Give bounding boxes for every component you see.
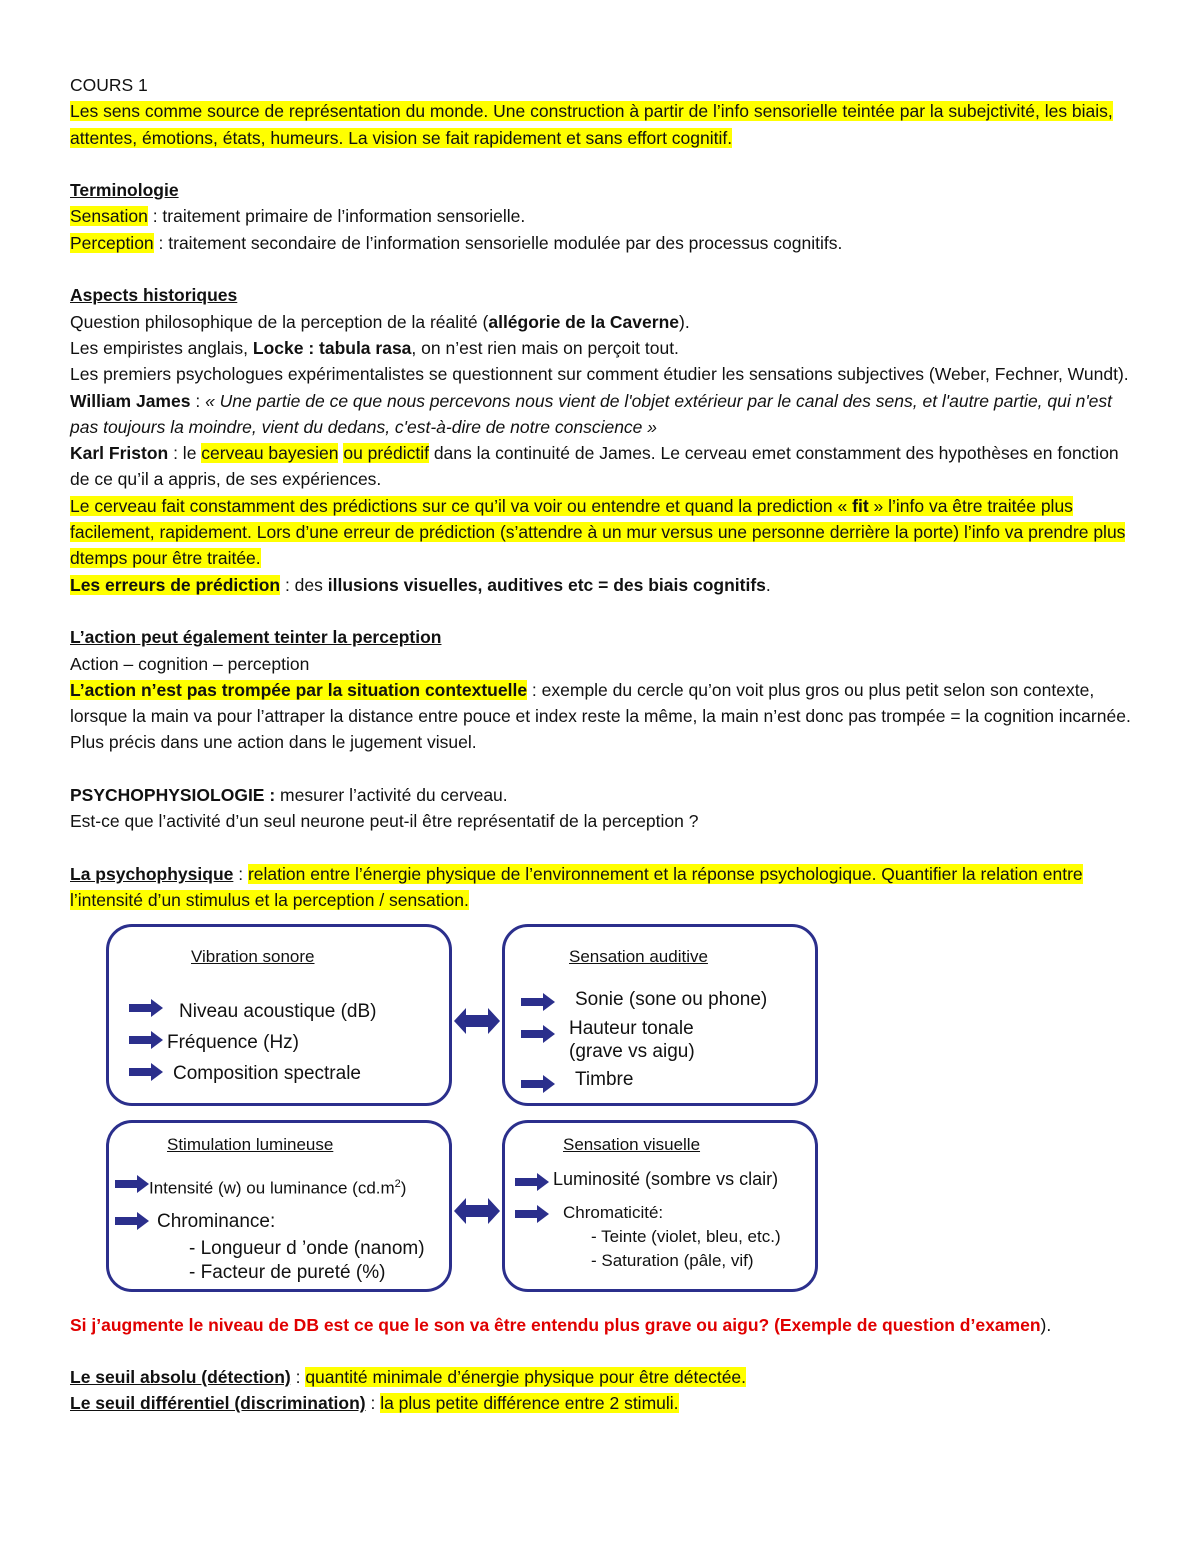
psychophysiology-paragraph: PSYCHOPHYSIOLOGIE : mesurer l’activité du cerveau. (70, 785, 508, 806)
perception-definition: Perception : traitement secondaire de l’information sensorielle modulée par des processus cognitifs. (70, 232, 843, 253)
diagram-item: Niveau acoustique (dB) (179, 1000, 377, 1022)
box-title: Sensation auditive (569, 946, 708, 966)
sensation-definition: Sensation : traitement primaire de l’information sensorielle. (70, 206, 526, 227)
diagram-item: Sonie (sone ou phone) (575, 988, 768, 1010)
perception-term: Perception (70, 232, 154, 253)
diagram-subitem: - Saturation (pâle, vif) (591, 1250, 754, 1270)
box-light-stimulation (106, 1120, 452, 1292)
arrow-right-icon (515, 1173, 549, 1191)
diagram-item: Chromaticité: (563, 1202, 664, 1222)
history-heading: Aspects historiques (70, 285, 238, 306)
psychophysiology-question: Est-ce que l’activité d’un seul neurone peut-il être représentatif de la perception ? (70, 811, 699, 832)
diagram-item: Luminosité (sombre vs clair) (553, 1168, 779, 1189)
diagram-item: Fréquence (Hz) (167, 1031, 299, 1053)
action-paragraph: L’action n’est pas trompée par la situation contextuelle : exemple du cercle qu’on voit plus gros ou plus petit selon son contexte, lorsque la main va pour l’attraper la distance entre pouce et index reste la même, la main n’est donc pas trompée = la cognition incarnée. Plus précis dans une action dans le jugement visuel. (70, 679, 1131, 753)
diagram-item: (grave vs aigu) (569, 1040, 695, 1062)
psychophysics-paragraph: La psychophysique : relation entre l’énergie physique de l’environnement et la réponse psychologique. Quantifier la relation entre l’intensité d’un stimulus et la perception / sensation. (70, 863, 1083, 911)
arrow-right-icon (515, 1205, 549, 1223)
box-visual-sensation (502, 1120, 818, 1292)
arrow-right-icon (129, 1063, 163, 1081)
intro-text: Les sens comme source de représentation du monde. Une construction à partir de l’info sensorielle teintée par la subejctivité, les biais, attentes, émotions, états, humeurs. La vision se fait rapidement et sans effort cognitif. (70, 101, 1113, 148)
box-title: Sensation visuelle (563, 1134, 701, 1154)
double-arrow-icon (454, 1196, 500, 1226)
box-title: Vibration sonore (191, 946, 315, 966)
action-heading: L’action peut également teinter la perception (70, 627, 442, 648)
exam-question: Si j’augmente le niveau de DB est ce que le son va être entendu plus grave ou aigu? (Exemple de question d’examen). (70, 1314, 1052, 1335)
friston-paragraph: Karl Friston : le cerveau bayesien ou prédictif dans la continuité de James. Le cerveau emet constamment des hypothèses en fonction de ce qu’il a appris, de ses expériences. (70, 443, 1119, 490)
arrow-right-icon (521, 1025, 555, 1043)
arrow-right-icon (115, 1175, 149, 1193)
sensation-term: Sensation (70, 206, 148, 227)
arrow-right-icon (521, 1075, 555, 1093)
diagram-item: Composition spectrale (173, 1062, 361, 1084)
history-p2: Les empiristes anglais, Locke : tabula rasa, on n’est rien mais on perçoit tout. (70, 337, 679, 358)
action-chain: Action – cognition – perception (70, 653, 310, 674)
psychophysics-diagram (106, 924, 826, 1302)
double-arrow-icon (454, 1006, 500, 1036)
arrow-right-icon (129, 999, 163, 1017)
box-title: Stimulation lumineuse (167, 1134, 334, 1154)
diagram-subitem: - Longueur d ’onde (nanom) (189, 1237, 425, 1259)
diagram-item: Chrominance: (157, 1210, 276, 1232)
course-title: COURS 1 (70, 75, 148, 95)
diagram-subitem: - Facteur de pureté (%) (189, 1261, 386, 1283)
diagram-item: Timbre (575, 1068, 634, 1090)
james-quote: William James : « Une partie de ce que nous percevons nous vient de l'objet extérieur par le canal des sens, et l'autre partie, qui n'est pas toujours la moindre, vient du dedans, c'est-à-dire de notre conscience » (70, 390, 1113, 437)
prediction-errors: Les erreurs de prédiction : des illusions visuelles, auditives etc = des biais cognitifs. (70, 574, 771, 595)
differential-threshold: Le seuil différentiel (discrimination) : la plus petite différence entre 2 stimuli. (70, 1393, 679, 1414)
history-p1: Question philosophique de la perception de la réalité (allégorie de la Caverne). (70, 311, 690, 332)
diagram-item: Hauteur tonale (569, 1017, 694, 1039)
arrow-right-icon (129, 1031, 163, 1049)
diagram-item: Intensité (w) ou luminance $(cd.m^2)$ (149, 1177, 407, 1198)
arrow-right-icon (115, 1212, 149, 1230)
intro-paragraph (70, 98, 1140, 151)
box-sound-vibration (106, 924, 452, 1106)
terminology-heading: Terminologie (70, 180, 179, 201)
arrow-right-icon (521, 993, 555, 1011)
box-auditory-sensation (502, 924, 818, 1106)
diagram-subitem: - Teinte (violet, bleu, etc.) (591, 1226, 781, 1246)
history-p3: Les premiers psychologues expérimentalistes se questionnent sur comment étudier les sensations subjectives (Weber, Fechner, Wundt). (70, 364, 1129, 385)
absolute-threshold: Le seuil absolu (détection) : quantité minimale d’énergie physique pour être détectée. (70, 1367, 747, 1388)
prediction-paragraph: Le cerveau fait constamment des prédictions sur ce qu’il va voir ou entendre et quand la prediction « fit » l’info va être traitée plus facilement, rapidement. Lors d’une erreur de prédiction (s’attendre à un mur versus une personne derrière la porte) l’info va prendre plus dtemps pour être traitée. (70, 495, 1126, 569)
document-page (70, 72, 1140, 1417)
